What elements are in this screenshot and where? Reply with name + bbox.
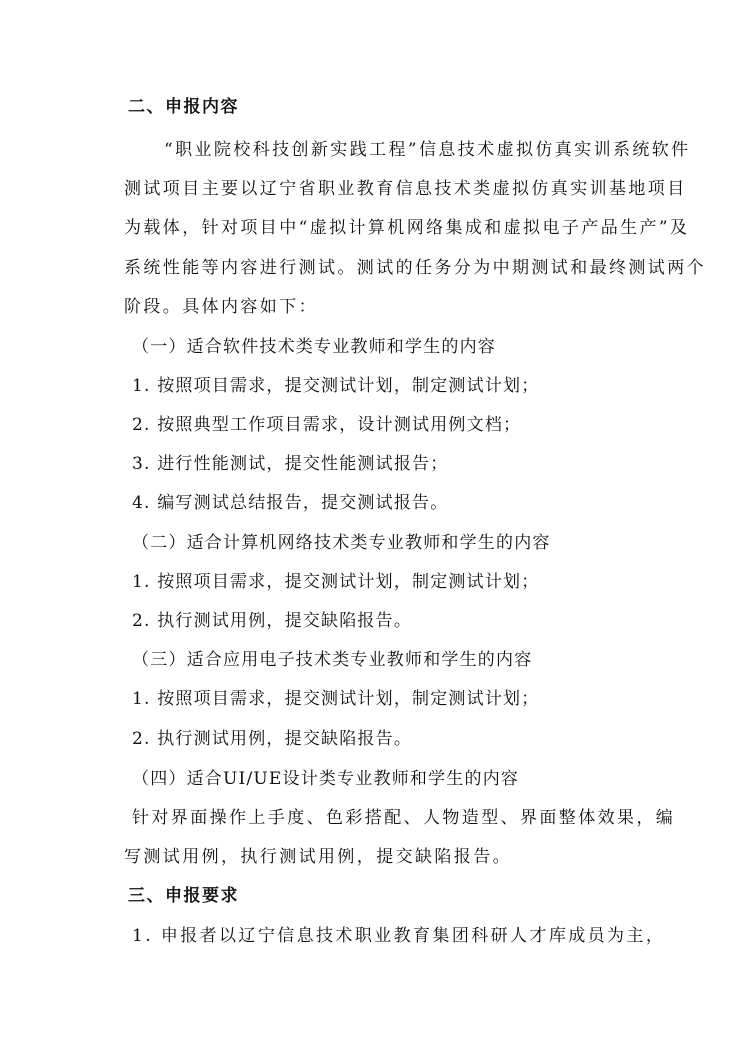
list-item: 1. 按照项目需求，提交测试计划，制定测试计划； [132, 689, 540, 709]
list-item: 4. 编写测试总结报告，提交测试报告。 [132, 493, 449, 513]
list-item: 3. 进行性能测试，提交性能测试报告； [132, 454, 449, 474]
list-item: 1. 按照项目需求，提交测试计划，制定测试计划； [132, 572, 540, 592]
section-heading-application-requirements: 三、申报要求 [128, 886, 239, 906]
subsection-title-network: （二）适合计算机网络技术类专业教师和学生的内容 [132, 533, 551, 553]
paragraph-line: 系统性能等内容进行测试。测试的任务分为中期测试和最终测试两个 [124, 258, 706, 278]
subsection-title-software: （一）适合软件技术类专业教师和学生的内容 [132, 337, 496, 357]
paragraph-line: 阶段。具体内容如下： [124, 297, 318, 317]
list-item: 1. 按照项目需求，提交测试计划，制定测试计划； [132, 376, 540, 396]
list-item: 2. 执行测试用例，提交缺陷报告。 [132, 611, 413, 631]
section-heading-application-content: 二、申报内容 [128, 97, 239, 117]
list-item: 2. 按照典型工作项目需求，设计测试用例文档； [132, 415, 522, 435]
paragraph-line: “职业院校科技创新实践工程”信息技术虚拟仿真实训系统软件 [164, 140, 691, 160]
subsection-title-electronics: （三）适合应用电子技术类专业教师和学生的内容 [132, 650, 533, 670]
list-item: 1. 申报者以辽宁信息技术职业教育集团科研人才库成员为主， [132, 926, 666, 946]
paragraph-line: 为载体，针对项目中“虚拟计算机网络集成和虚拟电子产品生产”及 [124, 218, 690, 238]
paragraph-line: 测试项目主要以辽宁省职业教育信息技术类虚拟仿真实训基地项目 [124, 179, 687, 199]
paragraph-line: 针对界面操作上手度、色彩搭配、人物造型、界面整体效果，编 [132, 808, 676, 828]
list-item: 2. 执行测试用例，提交缺陷报告。 [132, 729, 413, 749]
paragraph-line: 写测试用例，执行测试用例，提交缺陷报告。 [124, 847, 512, 867]
subsection-title-ui-ue: （四）适合UI/UE设计类专业教师和学生的内容 [132, 769, 520, 789]
